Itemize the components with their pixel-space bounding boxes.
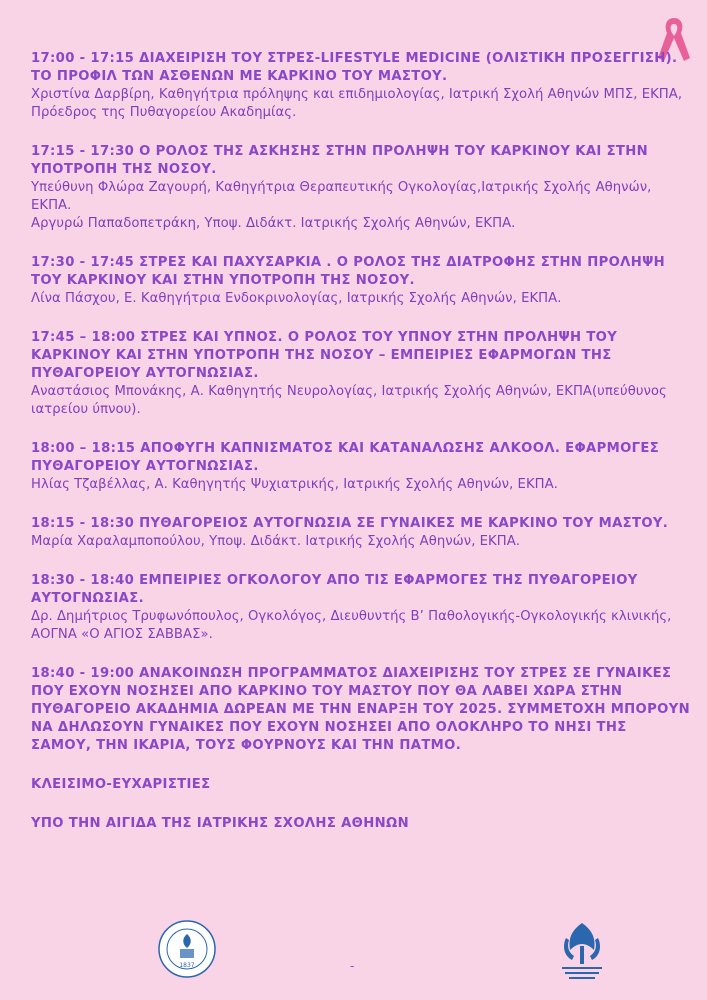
programme-block <box>31 572 691 644</box>
session-title: 17:45 – 18:00 ΣΤΡΕΣ ΚΑΙ ΥΠΝΟΣ. Ο ΡΟΛΟΣ ΤΟΥ ΥΠΝΟΥ ΣΤΗΝ ΠΡΟΛΗΨΗ ΤΟΥ ΚΑΡΚΙΝΟΥ ΚΑΙ ΣΤΗΝ ΥΠΟΤΡΟΠΗ ΤΗΣ ΝΟΣΟΥ – ΕΜΠΕΙΡΙΕΣ ΕΦΑΡΜΟΓΩΝ ΤΗΣ ΠΥΘΑΓΟΡΕΙΟΥ ΑΥΤΟΓΝΩΣΙΑΣ. <box>31 330 618 381</box>
session-title: 18:15 - 18:30 ΠΥΘΑΓΟΡΕΙΟΣ ΑΥΤΟΓΝΩΣΙΑ ΣΕ ΓΥΝΑΙΚΕΣ ΜΕ ΚΑΡΚΙΝΟ ΤΟΥ ΜΑΣΤΟΥ. <box>31 516 669 531</box>
session-title: 18:00 – 18:15 ΑΠΟΦΥΓΗ ΚΑΠΝΙΣΜΑΤΟΣ ΚΑΙ ΚΑΤΑΝΑΛΩΣΗΣ ΑΛΚΟΟΛ. ΕΦΑΡΜΟΓΕΣ ΠΥΘΑΓΟΡΕΙΟΥ ΑΥΤΟΓΝΩΣΙΑΣ. <box>31 441 660 474</box>
session-title: 17:30 - 17:45 ΣΤΡΕΣ ΚΑΙ ΠΑΧΥΣΑΡΚΙΑ . Ο ΡΟΛΟΣ ΤΗΣ ΔΙΑΤΡΟΦΗΣ ΣΤΗΝ ΠΡΟΛΗΨΗ ΤΟΥ ΚΑΡΚΙΝΟΥ ΚΑΙ ΣΤΗΝ ΥΠΟΤΡΟΠΗ ΤΗΣ ΝΟΣΟΥ. <box>31 255 666 288</box>
session-title: 17:15 - 17:30 Ο ΡΟΛΟΣ ΤΗΣ ΑΣΚΗΣΗΣ ΣΤΗΝ ΠΡΟΛΗΨΗ ΤΟΥ ΚΑΡΚΙΝΟΥ ΚΑΙ ΣΤΗΝ ΥΠΟΤΡΟΠΗ ΤΗΣ ΝΟΣΟΥ. <box>31 144 649 177</box>
programme-block <box>31 776 691 794</box>
session-title: ΥΠΟ ΤΗΝ ΑΙΓΙΔΑ ΤΗΣ ΙΑΤΡΙΚΗΣ ΣΧΟΛΗΣ ΑΘΗΝΩΝ <box>31 816 409 831</box>
speaker-line: Λίνα Πάσχου, Ε. Καθηγήτρια Ενδοκρινολογίας, Ιατρικής Σχολής Αθηνών, ΕΚΠΑ. <box>31 291 562 306</box>
speaker-line: Υπεύθυνη Φλώρα Ζαγουρή, Καθηγήτρια Θεραπευτικής Ογκολογίας,Ιατρικής Σχολής Αθηνών, ΕΚΠΑ. <box>31 180 652 213</box>
session-title: 18:40 - 19:00 ΑΝΑΚΟΙΝΩΣΗ ΠΡΟΓΡΑΜΜΑΤΟΣ ΔΙΑΧΕΙΡΙΣΗΣ ΤΟΥ ΣΤΡΕΣ ΣΕ ΓΥΝΑΙΚΕΣ ΠΟΥ ΕΧΟΥΝ ΝΟΣΗΣΕΙ ΑΠΟ ΚΑΡΚΙΝΟ ΤΟΥ ΜΑΣΤΟΥ ΠΟΥ ΘΑ ΛΑΒΕΙ ΧΩΡΑ ΣΤΗΝ ΠΥΘΑΓΟΡΕΙΟ ΑΚΑΔΗΜΙΑ ΔΩΡΕΑΝ ΜΕ ΤΗΝ ΕΝΑΡΞΗ ΤΟΥ 2025. ΣΥΜΜΕΤΟΧΗ ΜΠΟΡΟΥΝ ΝΑ ΔΗΛΩΣΟΥΝ ΓΥΝΑΙΚΕΣ ΠΟΥ ΕΧΟΥΝ ΝΟΣΗΣΕΙ ΑΠΟ ΟΛΟΚΛΗΡΟ ΤΟ ΝΗΣΙ ΤΗΣ ΣΑΜΟΥ, ΤΗΝ ΙΚΑΡΙΑ, ΤΟΥΣ ΦΟΥΡΝΟΥΣ ΚΑΙ ΤΗΝ ΠΑΤΜΟ. <box>31 666 690 753</box>
programme-block <box>31 815 691 833</box>
footer-separator: - <box>350 959 355 973</box>
speaker-line: Αναστάσιος Μπονάκης, Α. Καθηγητής Νευρολογίας, Ιατρικής Σχολής Αθηνών, ΕΚΠΑ(υπεύθυνος ιατρείου ύπνου). <box>31 384 667 417</box>
session-title: ΚΛΕΙΣΙΜΟ-ΕΥΧΑΡΙΣΤΙΕΣ <box>31 777 211 792</box>
programme-block <box>31 440 691 494</box>
session-title: 17:00 - 17:15 ΔΙΑΧΕΙΡΙΣΗ ΤΟΥ ΣΤΡΕΣ-LIFESTYLE MEDICINE (ΟΛΙΣΤΙΚΗ ΠΡΟΣΕΓΓΙΣΗ). ΤΟ ΠΡΟΦΙΛ ΤΩΝ ΑΣΘΕΝΩΝ ΜΕ ΚΑΡΚΙΝΟ ΤΟΥ ΜΑΣΤΟΥ. <box>31 51 678 84</box>
programme-block <box>31 515 691 551</box>
medical-school-seal-icon <box>158 920 216 978</box>
speaker-line: Αργυρώ Παπαδοπετράκη, Υποψ. Διδάκτ. Ιατρικής Σχολής Αθηνών, ΕΚΠΑ. <box>31 216 516 231</box>
programme-block <box>31 254 691 308</box>
programme-block <box>31 50 691 122</box>
programme-block <box>31 329 691 419</box>
programme-block <box>31 143 691 233</box>
session-title: 18:30 - 18:40 ΕΜΠΕΙΡΙΕΣ ΟΓΚΟΛΟΓΟΥ ΑΠΟ ΤΙΣ ΕΦΑΡΜΟΓΕΣ ΤΗΣ ΠΥΘΑΓΟΡΕΙΟΥ ΑΥΤΟΓΝΩΣΙΑΣ. <box>31 573 638 606</box>
speaker-line: Ηλίας Τζαβέλλας, Α. Καθηγητής Ψυχιατρικής, Ιατρικής Σχολής Αθηνών, ΕΚΠΑ. <box>31 477 558 492</box>
speaker-line: Μαρία Χαραλαμποπούλου, Υποψ. Διδάκτ. Ιατρικής Σχολής Αθηνών, ΕΚΠΑ. <box>31 534 521 549</box>
svg-text:1837: 1837 <box>179 962 195 969</box>
programme-content <box>31 50 691 854</box>
programme-block <box>31 665 691 755</box>
speaker-line: Δρ. Δημήτριος Τρυφωνόπουλος, Ογκολόγος, Διευθυντής Β’ Παθολογικής-Ογκολογικής κλινικής, ΑΟΓΝΑ «Ο ΑΓΙΟΣ ΣΑΒΒΑΣ». <box>31 609 672 642</box>
speaker-line: Χριστίνα Δαρβίρη, Καθηγήτρια πρόληψης και επιδημιολογίας, Ιατρική Σχολή Αθηνών ΜΠΣ, ΕΚΠΑ, Πρόεδρος της Πυθαγορείου Ακαδημίας. <box>31 87 683 120</box>
cancer-society-logo-icon <box>554 920 610 982</box>
